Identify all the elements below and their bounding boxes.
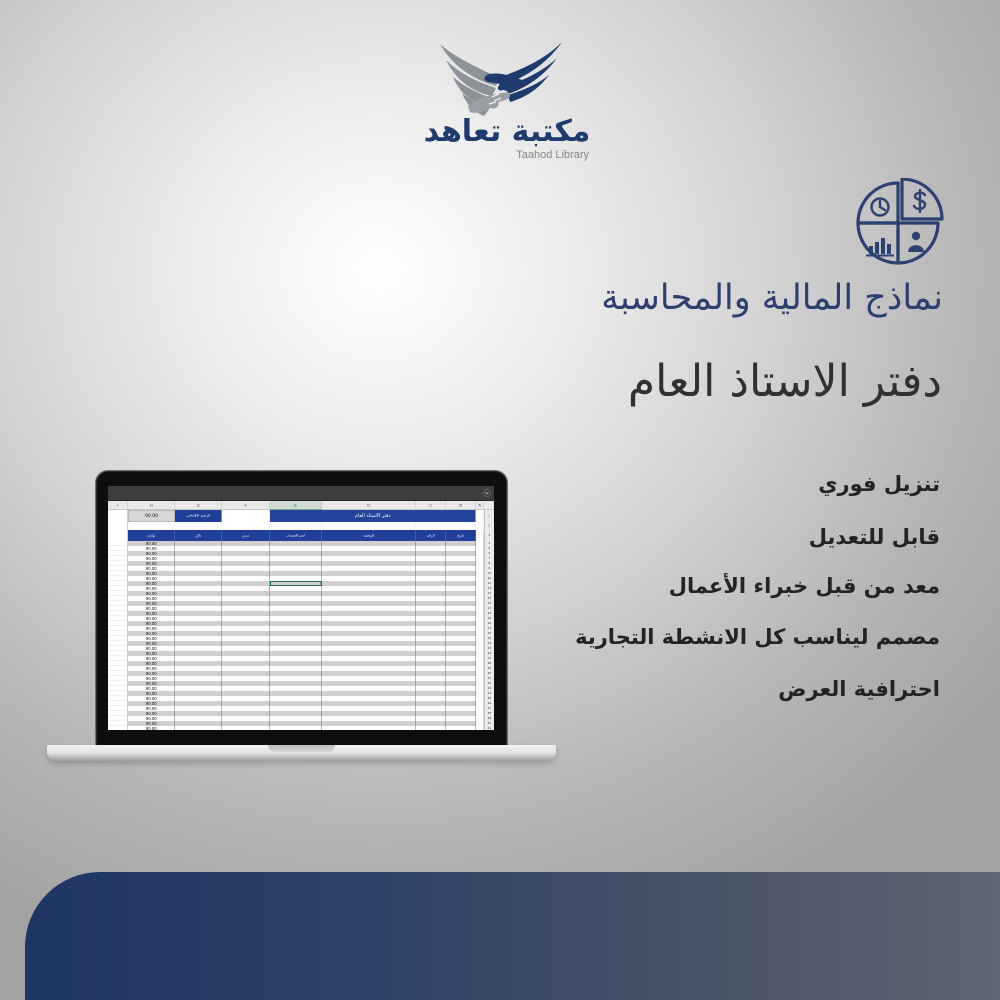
sheet-cell bbox=[175, 522, 222, 530]
column-header: الرقم bbox=[416, 530, 446, 541]
column-letter: C bbox=[416, 501, 446, 511]
feature-item: تنزيل فوري bbox=[818, 472, 940, 496]
row-number: 11 bbox=[484, 576, 494, 581]
row-number: 37 bbox=[484, 706, 494, 711]
balance-cell: 90.00 bbox=[128, 686, 175, 691]
finance-pie-icon bbox=[855, 178, 947, 268]
balance-cell: 90.00 bbox=[128, 716, 175, 721]
clock-icon bbox=[872, 199, 889, 216]
column-letter: G bbox=[175, 501, 222, 511]
table-row bbox=[108, 522, 494, 530]
balance-cell: 90.00 bbox=[128, 711, 175, 716]
sheet-cell bbox=[416, 726, 446, 730]
row-number: 22 bbox=[484, 631, 494, 636]
column-header: دائن bbox=[175, 530, 222, 541]
balance-cell: 90.00 bbox=[128, 721, 175, 726]
column-letter: E bbox=[270, 501, 322, 511]
sheet-cell bbox=[476, 522, 484, 530]
balance-cell: 90.00 bbox=[128, 571, 175, 576]
row-number: 14 bbox=[484, 591, 494, 596]
balance-cell: 90.00 bbox=[128, 626, 175, 631]
row-number: 28 bbox=[484, 661, 494, 666]
feature-item: احترافية العرض bbox=[778, 677, 940, 701]
sheet-cell bbox=[175, 726, 222, 730]
column-letter: A bbox=[476, 501, 484, 511]
balance-cell: 90.00 bbox=[128, 691, 175, 696]
row-number: 27 bbox=[484, 656, 494, 661]
dollar-icon bbox=[914, 190, 925, 212]
table-row bbox=[108, 510, 494, 522]
feature-item: قابل للتعديل bbox=[808, 525, 940, 549]
row-number: 35 bbox=[484, 696, 494, 701]
sheet-cell bbox=[322, 726, 416, 730]
row-number: 4 bbox=[484, 541, 494, 546]
balance-cell: 90.00 bbox=[128, 656, 175, 661]
balance-cell: 90.00 bbox=[128, 586, 175, 591]
balance-cell: 90.00 bbox=[128, 551, 175, 556]
sheet-cell bbox=[270, 522, 322, 530]
balance-cell: 90.00 bbox=[128, 621, 175, 626]
category-title: نماذج المالية والمحاسبة bbox=[601, 278, 943, 318]
sheet-cell bbox=[222, 510, 270, 522]
balance-cell: 90.00 bbox=[128, 581, 175, 586]
row-number: 40 bbox=[484, 721, 494, 726]
row-number: 17 bbox=[484, 606, 494, 611]
balance-cell: 90.00 bbox=[128, 601, 175, 606]
row-number: 7 bbox=[484, 556, 494, 561]
sheet-cell bbox=[108, 522, 128, 530]
balance-cell: 90.00 bbox=[128, 636, 175, 641]
sheet-cell bbox=[476, 510, 484, 522]
column-header: توازن bbox=[128, 530, 175, 541]
column-headers bbox=[108, 501, 494, 510]
right-wing bbox=[503, 42, 562, 102]
sheet-cell bbox=[322, 522, 416, 530]
row-number: 29 bbox=[484, 666, 494, 671]
row-number: 26 bbox=[484, 651, 494, 656]
row-number: 23 bbox=[484, 636, 494, 641]
row-number: 13 bbox=[484, 586, 494, 591]
row-number: 12 bbox=[484, 581, 494, 586]
balance-cell: 90.00 bbox=[128, 671, 175, 676]
balance-cell: 90.00 bbox=[128, 541, 175, 546]
row-number: 19 bbox=[484, 616, 494, 621]
row-number: 1 bbox=[484, 510, 494, 522]
row-number: 10 bbox=[484, 571, 494, 576]
column-letter: F bbox=[222, 501, 270, 511]
table-row bbox=[108, 726, 494, 730]
row-number: 8 bbox=[484, 561, 494, 566]
sheet-cell bbox=[446, 726, 476, 730]
brand-name-english: Taahod Library bbox=[516, 149, 589, 161]
column-letter: I bbox=[108, 501, 128, 511]
row-number: 30 bbox=[484, 671, 494, 676]
row-number: 38 bbox=[484, 711, 494, 716]
column-letter: H bbox=[128, 501, 175, 511]
row-number: 21 bbox=[484, 626, 494, 631]
balance-cell: 90.00 bbox=[128, 631, 175, 636]
sheet-toolbar bbox=[108, 486, 494, 501]
balance-cell: 90.00 bbox=[128, 576, 175, 581]
balance-cell: 90.00 bbox=[128, 566, 175, 571]
feature-item: معد من قبل خبراء الأعمال bbox=[668, 574, 940, 598]
chevron-down-icon bbox=[483, 489, 491, 497]
row-number: 18 bbox=[484, 611, 494, 616]
sheet-cell bbox=[270, 726, 322, 730]
column-letter: B bbox=[446, 501, 476, 511]
row-number: 20 bbox=[484, 621, 494, 626]
row-number: 36 bbox=[484, 701, 494, 706]
column-letter: D bbox=[322, 501, 416, 511]
row-number: 32 bbox=[484, 681, 494, 686]
column-header: الوصف bbox=[322, 530, 416, 541]
sheet-cell bbox=[446, 522, 476, 530]
bar-chart-icon bbox=[866, 238, 894, 257]
balance-cell: 90.00 bbox=[128, 666, 175, 671]
balance-cell: 90.00 bbox=[128, 641, 175, 646]
balance-cell: 90.00 bbox=[128, 726, 175, 730]
balance-cell: 90.00 bbox=[128, 661, 175, 666]
brand-name-arabic: مكتبة تعاهد bbox=[423, 114, 591, 149]
balance-cell: 90.00 bbox=[128, 676, 175, 681]
row-number: 34 bbox=[484, 691, 494, 696]
product-title: دفتر الاستاذ العام bbox=[627, 356, 942, 407]
balance-cell: 90.00 bbox=[128, 706, 175, 711]
balance-cell: 90.00 bbox=[128, 591, 175, 596]
balance-cell: 90.00 bbox=[128, 696, 175, 701]
row-number: 16 bbox=[484, 601, 494, 606]
balance-cell: 90.00 bbox=[128, 556, 175, 561]
balance-cell: 90.00 bbox=[128, 651, 175, 656]
column-header: مدين bbox=[222, 530, 270, 541]
sheet-cell bbox=[128, 522, 175, 530]
balance-cell: 90.00 bbox=[128, 596, 175, 601]
row-number: 39 bbox=[484, 716, 494, 721]
sheet-cell bbox=[222, 726, 270, 730]
row-number: 9 bbox=[484, 566, 494, 571]
sheet-cell bbox=[476, 726, 484, 730]
balance-cell: 90.00 bbox=[128, 546, 175, 551]
column-header: اسم الحساب bbox=[270, 530, 322, 541]
sheet-title: دفتر الاستاذ العام bbox=[270, 510, 476, 522]
row-number: 2 bbox=[484, 522, 494, 530]
laptop-screen bbox=[108, 486, 494, 730]
balance-cell: 90.00 bbox=[128, 646, 175, 651]
opening-balance-label: الرصيد الافتتاحي bbox=[175, 510, 222, 522]
person-icon bbox=[908, 232, 924, 252]
opening-balance-value: 90.00 bbox=[128, 510, 175, 522]
balance-cell: 90.00 bbox=[128, 611, 175, 616]
column-header: تاريخ bbox=[446, 530, 476, 541]
row-number: 6 bbox=[484, 551, 494, 556]
row-number: 41 bbox=[484, 726, 494, 730]
table-header-row bbox=[108, 530, 494, 541]
row-number: 3 bbox=[484, 530, 494, 541]
balance-cell: 90.00 bbox=[128, 561, 175, 566]
sheet-cell bbox=[222, 522, 270, 530]
sheet-cell bbox=[108, 530, 128, 541]
laptop-notch bbox=[268, 745, 335, 752]
sheet-cell bbox=[108, 726, 128, 730]
row-number: 25 bbox=[484, 646, 494, 651]
balance-cell: 90.00 bbox=[128, 701, 175, 706]
spreadsheet bbox=[108, 486, 494, 730]
feature-item: مصمم ليناسب كل الانشطة التجارية bbox=[575, 625, 940, 649]
balance-cell: 90.00 bbox=[128, 606, 175, 611]
sheet-cell bbox=[476, 530, 484, 541]
balance-cell: 90.00 bbox=[128, 616, 175, 621]
sheet-body bbox=[108, 541, 494, 730]
sheet-cell bbox=[416, 522, 446, 530]
bottom-band bbox=[25, 872, 1000, 1000]
row-number: 24 bbox=[484, 641, 494, 646]
row-number: 31 bbox=[484, 676, 494, 681]
row-number: 33 bbox=[484, 686, 494, 691]
sheet-cell bbox=[108, 510, 128, 522]
row-number: 15 bbox=[484, 596, 494, 601]
row-number: 5 bbox=[484, 546, 494, 551]
balance-cell: 90.00 bbox=[128, 681, 175, 686]
